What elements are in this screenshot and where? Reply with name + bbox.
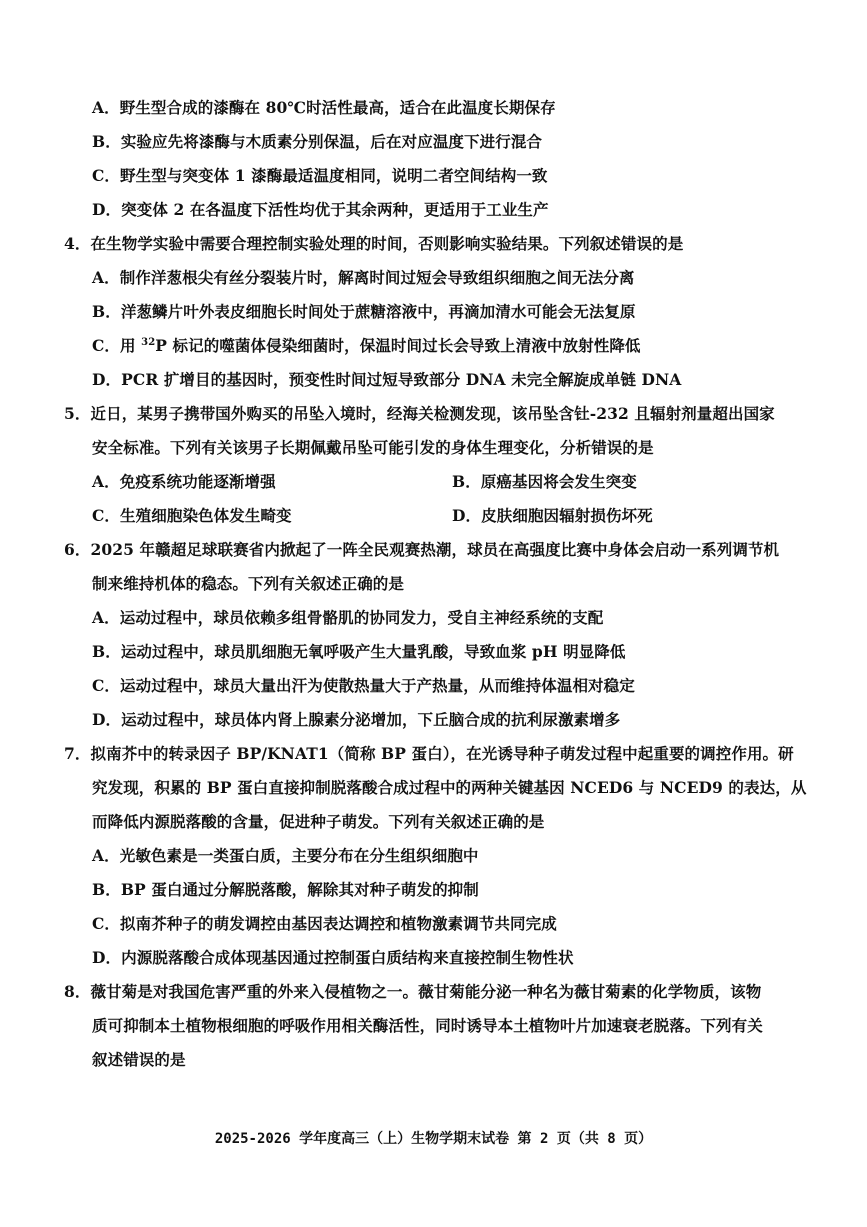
option-text: 洋葱鳞片叶外表皮细胞长时间处于蔗糖溶液中，再滴加清水可能会无法复原: [120, 302, 636, 321]
question-number: 7．: [64, 744, 91, 763]
q5-option-b: [452, 470, 637, 492]
option-key: B．: [92, 132, 121, 151]
option-key: B．: [452, 472, 481, 491]
q3-option-c: [92, 164, 548, 186]
q3-option-b: [92, 130, 542, 152]
question-number: 5．: [64, 404, 91, 423]
question-stem: 2025 年赣超足球联赛省内掀起了一阵全民观赛热潮，球员在高强度比赛中身体会启动一系列调节机: [90, 540, 780, 559]
option-key: C．: [92, 914, 121, 933]
option-text: 光敏色素是一类蛋白质，主要分布在分生组织细胞中: [119, 846, 479, 865]
question-stem: 近日，某男子携带国外购买的吊坠入境时，经海关检测发现，该吊坠含钍-232 且辐射剂量超出国家: [90, 404, 775, 423]
option-key: D．: [92, 200, 122, 219]
option-text: P 标记的噬菌体侵染细菌时，保温时间过长会导致上清液中放射性降低: [155, 336, 641, 355]
option-key: A．: [92, 268, 120, 287]
option-text: 运动过程中，球员大量出汗为使散热量大于产热量，从而维持体温相对稳定: [120, 676, 635, 695]
option-text-prefix: 用: [120, 336, 142, 355]
q3-option-d: [92, 198, 549, 220]
q4-stem: [64, 232, 683, 254]
q7-stem-line-2: 究发现，积累的 BP 蛋白直接抑制脱落酸合成过程中的两种关键基因 NCED6 与 NCED9 的表达，从: [92, 778, 807, 797]
q6-option-d: [92, 708, 620, 730]
option-key: D．: [92, 370, 122, 389]
option-text: 原癌基因将会发生突变: [480, 472, 637, 491]
option-text: 实验应先将漆酶与木质素分别保温，后在对应温度下进行混合: [120, 132, 543, 151]
question-stem: 拟南芥中的转录因子 BP/KNAT1（简称 BP 蛋白），在光诱导种子萌发过程中起重要的调控作用。研: [90, 744, 794, 763]
option-key: D．: [92, 948, 122, 967]
q4-option-d: [92, 368, 681, 390]
q4-option-a: [92, 266, 635, 288]
q5-option-d: [452, 504, 653, 526]
q7-stem-line-3: 而降低内源脱落酸的含量，促进种子萌发。下列有关叙述正确的是: [92, 812, 545, 831]
option-key: C．: [92, 676, 121, 695]
option-key: A．: [92, 846, 120, 865]
option-key: C．: [92, 166, 121, 185]
option-text: 野生型与突变体 1 漆酶最适温度相同，说明二者空间结构一致: [120, 166, 548, 185]
q7-option-b: [92, 878, 479, 900]
option-text: 野生型合成的漆酶在 80℃时活性最高，适合在此温度长期保存: [119, 98, 556, 117]
q8-stem-line-1: [64, 980, 761, 1002]
option-key: B．: [92, 880, 121, 899]
q5-option-a: [92, 470, 276, 492]
option-key: D．: [92, 710, 122, 729]
option-key: C．: [92, 336, 121, 355]
option-text: 运动过程中，球员依赖多组骨骼肌的协同发力，受自主神经系统的支配: [119, 608, 604, 627]
option-text: BP 蛋白通过分解脱落酸，解除其对种子萌发的抑制: [120, 880, 479, 899]
option-text: 拟南芥种子的萌发调控由基因表达调控和植物激素调节共同完成: [120, 914, 557, 933]
option-text: 运动过程中，球员体内肾上腺素分泌增加，下丘脑合成的抗利尿激素增多: [121, 710, 621, 729]
q7-stem-line-1: [64, 742, 794, 764]
q3-option-a: [92, 96, 556, 118]
q6-stem-line-1: [64, 538, 779, 560]
q7-option-d: [92, 946, 574, 968]
option-text: PCR 扩增目的基因时，预变性时间过短导致部分 DNA 未完全解旋成单链 DNA: [121, 370, 682, 389]
q4-option-b: [92, 300, 636, 322]
question-stem: 在生物学实验中需要合理控制实验处理的时间，否则影响实验结果。下列叙述错误的是: [90, 234, 684, 253]
q6-option-a: [92, 606, 603, 628]
q4-option-c: [92, 334, 641, 356]
option-text: 生殖细胞染色体发生畸变: [120, 506, 292, 525]
isotope-superscript: 32: [141, 337, 156, 348]
q5-option-c: [92, 504, 292, 526]
q8-stem-line-3: 叙述错误的是: [92, 1050, 186, 1069]
q7-option-c: [92, 912, 557, 934]
q7-option-a: [92, 844, 479, 866]
q6-option-b: [92, 640, 626, 662]
option-key: A．: [92, 472, 120, 491]
option-text: 突变体 2 在各温度下活性均优于其余两种，更适用于工业生产: [121, 200, 549, 219]
option-text: 制作洋葱根尖有丝分裂装片时，解离时间过短会导致组织细胞之间无法分离: [119, 268, 635, 287]
option-key: A．: [92, 608, 120, 627]
question-number: 8．: [64, 982, 91, 1001]
question-number: 6．: [64, 540, 91, 559]
q8-stem-line-2: 质可抑制本土植物根细胞的呼吸作用相关酶活性，同时诱导本土植物叶片加速衰老脱落。下列有关: [92, 1016, 763, 1035]
option-text: 运动过程中，球员肌细胞无氧呼吸产生大量乳酸，导致血浆 pH 明显降低: [120, 642, 626, 661]
option-key: C．: [92, 506, 121, 525]
q5-stem-line-1: [64, 402, 775, 424]
q6-option-c: [92, 674, 635, 696]
page-footer: 2025-2026 学年度高三（上）生物学期末试卷 第 2 页（共 8 页）: [214, 1131, 653, 1147]
option-text: 内源脱落酸合成体现基因通过控制蛋白质结构来直接控制生物性状: [121, 948, 574, 967]
option-key: D．: [452, 506, 482, 525]
option-text: 免疫系统功能逐渐增强: [119, 472, 276, 491]
option-key: A．: [92, 98, 120, 117]
question-number: 4．: [64, 234, 91, 253]
option-key: B．: [92, 302, 121, 321]
q6-stem-line-2: 制来维持机体的稳态。下列有关叙述正确的是: [92, 574, 405, 593]
option-text: 皮肤细胞因辐射损伤坏死: [481, 506, 653, 525]
question-stem: 薇甘菊是对我国危害严重的外来入侵植物之一。薇甘菊能分泌一种名为薇甘菊素的化学物质，该物: [90, 982, 762, 1001]
q5-stem-line-2: 安全标准。下列有关该男子长期佩戴吊坠可能引发的身体生理变化，分析错误的是: [92, 438, 654, 457]
option-key: B．: [92, 642, 121, 661]
